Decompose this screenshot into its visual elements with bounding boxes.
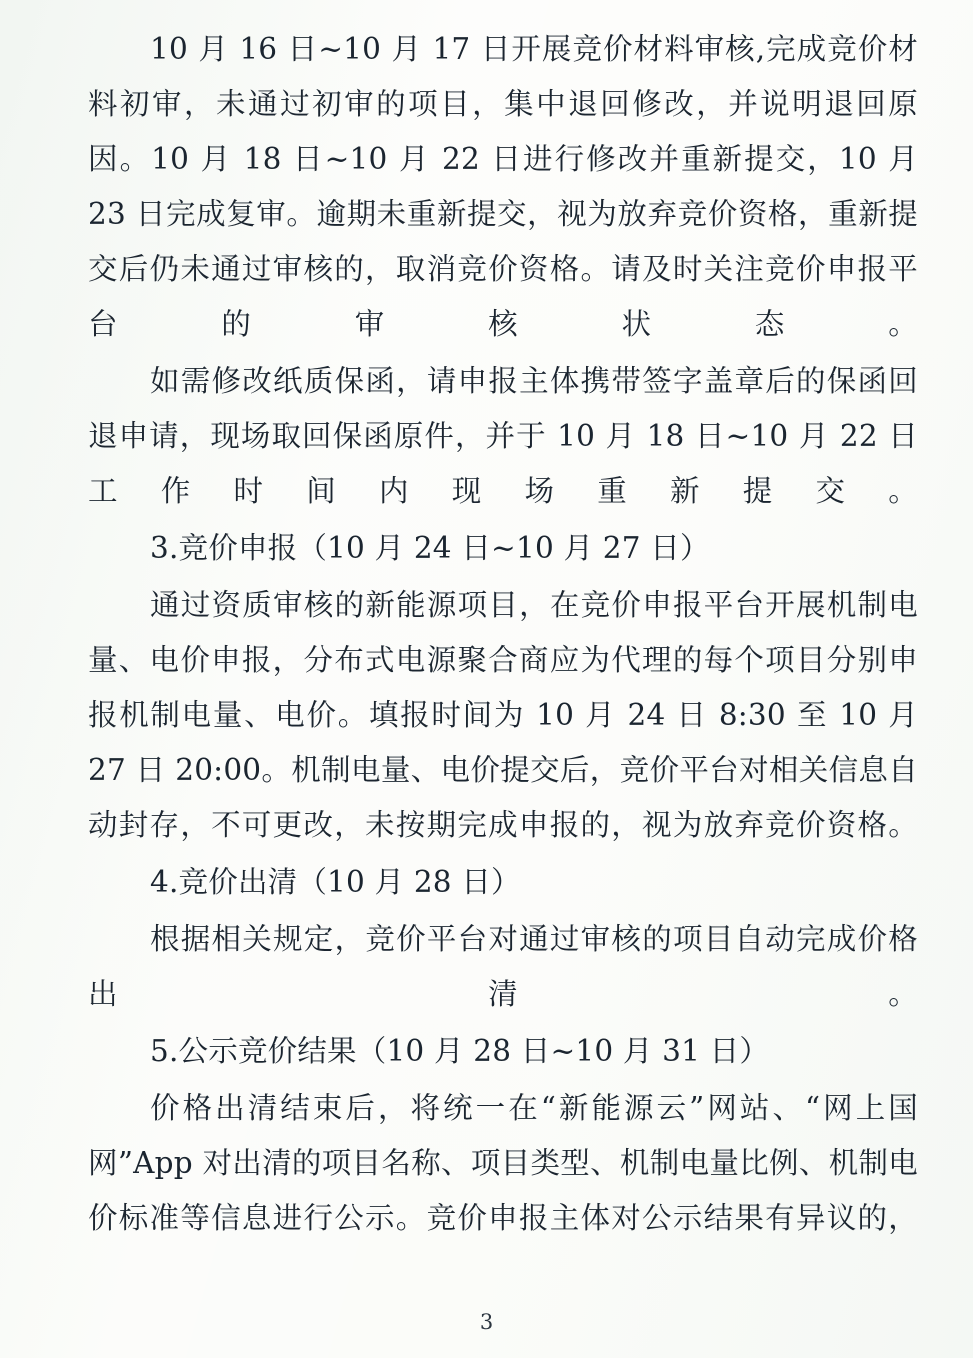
page-number: 3 <box>479 1310 494 1334</box>
section-heading-3: 3.竞价申报（10 月 24 日~10 月 27 日） <box>150 531 710 565</box>
paragraph-1: 10 月 16 日~10 月 17 日开展竞价材料审核,完成竞价材料初审，未通过初审的项目，集中退回修改，并说明退回原因。10 月 18 日~10 月 22 日进行修改并重新提交，10 月 23 日完成复审。逾期未重新提交，视为放弃竞价资格，重新提交后仍未通过审核的，取消竞价资格。请及时关注竞价申报平台的审核状态。 <box>88 32 918 341</box>
paragraph-4: 根据相关规定，竞价平台对通过审核的项目自动完成价格出清。 <box>88 922 918 1011</box>
paragraph-3: 通过资质审核的新能源项目，在竞价申报平台开展机制电量、电价申报，分布式电源聚合商应为代理的每个项目分别申报机制电量、电价。填报时间为 10 月 24 日 8:30 至 10 月 27 日 20:00。机制电量、电价提交后，竞价平台对相关信息自动封存，不可更改，未按期完成申报的，视为放弃竞价资格。 <box>88 588 918 842</box>
paragraph-2: 如需修改纸质保函，请申报主体携带签字盖章后的保函回退申请，现场取回保函原件，并于 10 月 18 日~10 月 22 日工作时间内现场重新提交。 <box>88 364 918 508</box>
section-heading-5: 5.公示竞价结果（10 月 28 日~10 月 31 日） <box>150 1034 770 1068</box>
section-heading-4: 4.竞价出清（10 月 28 日） <box>150 865 521 899</box>
paragraph-5: 价格出清结束后，将统一在“新能源云”网站、“网上国网”App 对出清的项目名称、项目类型、机制电量比例、机制电价标准等信息进行公示。竞价申报主体对公示结果有异议的， <box>88 1091 918 1235</box>
document-body <box>88 22 918 1248</box>
